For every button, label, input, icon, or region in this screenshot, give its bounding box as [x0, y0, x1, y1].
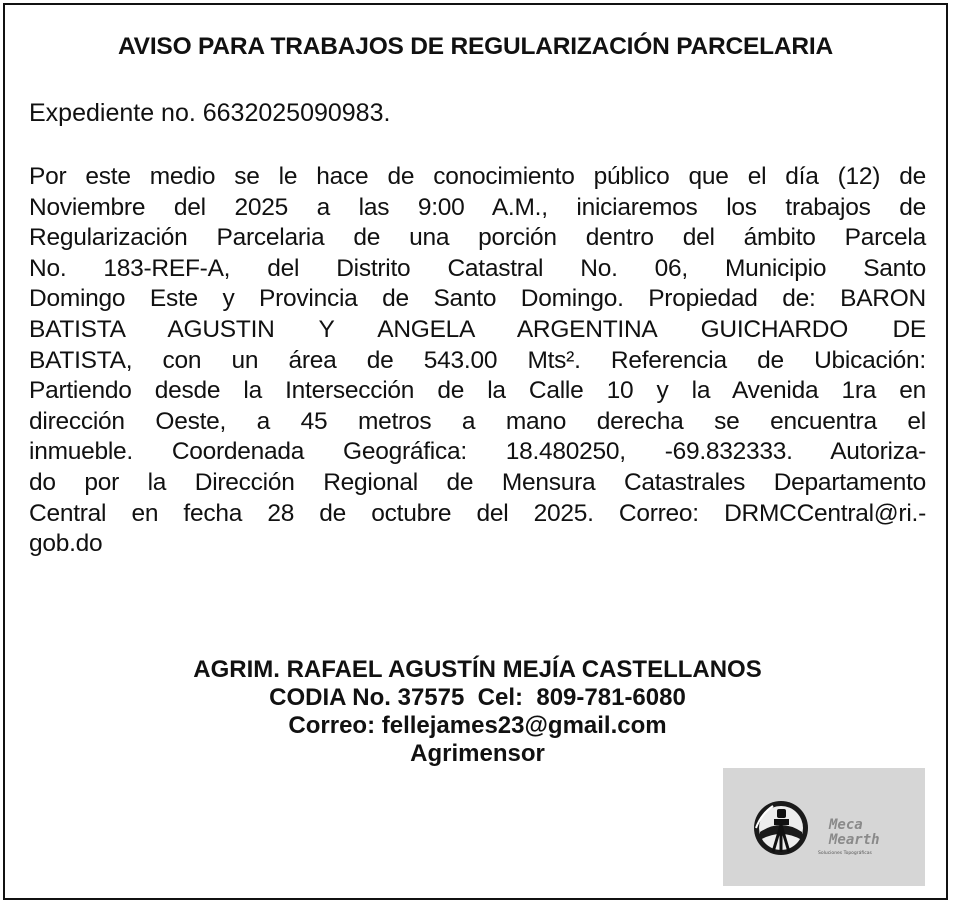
body-line: Partiendo desde la Intersección de la Calle 10 y la Avenida 1ra en [29, 377, 926, 405]
body-line: BATISTA AGUSTIN Y ANGELA ARGENTINA GUICHARDO DE [29, 315, 926, 343]
meca-mearth-logo-icon [723, 768, 925, 886]
body-line: Domingo Este y Provincia de Santo Domingo. Propiedad de: BARON [29, 285, 926, 313]
expediente-number: Expediente no. 6632025090983. [29, 99, 391, 127]
logo-word-1: Meca [829, 817, 863, 833]
notice-frame [3, 3, 948, 900]
body-line: Central en fecha 28 de octubre del 2025. Correo: DRMCCentral@ri.- [29, 499, 926, 527]
body-line: inmueble. Coordenada Geográfica: 18.480250, -69.832333. Autoriza- [29, 438, 926, 466]
surveyor-role: Agrimensor [410, 740, 545, 767]
company-logo [723, 768, 925, 886]
body-line: BATISTA, con un área de 543.00 Mts². Referencia de Ubicación: [29, 346, 926, 374]
notice-body [29, 162, 926, 560]
body-line: Noviembre del 2025 a las 9:00 A.M., iniciaremos los trabajos de [29, 193, 926, 221]
surveyor-email: Correo: fellejames23@gmail.com [288, 712, 667, 739]
body-line: Regularización Parcelaria de una porción dentro del ámbito Parcela [29, 224, 926, 252]
body-line: No. 183-REF-A, del Distrito Catastral No. 06, Municipio Santo [29, 254, 926, 282]
body-line: dirección Oeste, a 45 metros a mano derecha se encuentra el [29, 407, 926, 435]
signature-block [5, 656, 950, 768]
body-line: Por este medio se le hace de conocimiento público que el día (12) de [29, 163, 926, 190]
surveyor-name: AGRIM. RAFAEL AGUSTÍN MEJÍA CASTELLANOS [193, 656, 762, 683]
logo-word-2: Mearth [829, 832, 880, 848]
body-line: gob.do [29, 530, 103, 558]
notice-title: AVISO PARA TRABAJOS DE REGULARIZACIÓN PARCELARIA [118, 33, 833, 60]
codia-phone: CODIA No. 37575 Cel: 809-781-6080 [269, 684, 686, 711]
body-line: do por la Dirección Regional de Mensura Catastrales Departamento [29, 468, 926, 496]
logo-tagline: Soluciones Topográficas [818, 851, 872, 856]
